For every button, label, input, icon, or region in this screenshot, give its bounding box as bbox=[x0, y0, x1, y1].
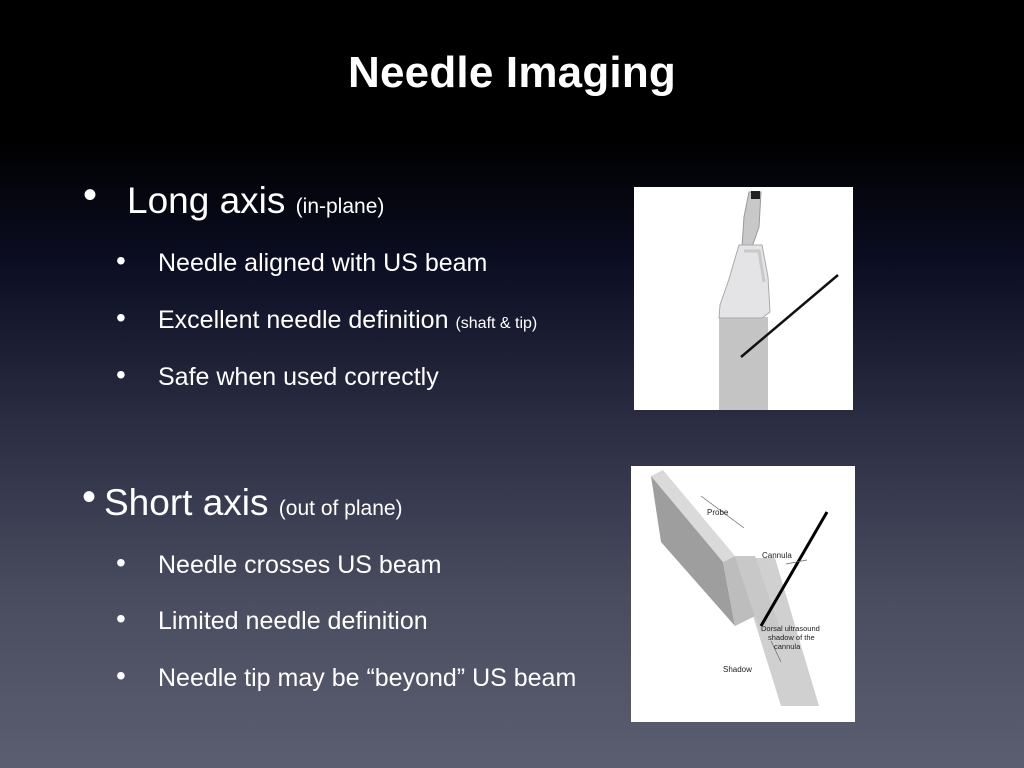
bullet-text: Safe when used correctly bbox=[158, 363, 439, 391]
dorsal-shadow-label-1: Dorsal ultrasound bbox=[761, 624, 820, 633]
long-axis-label: Long axis bbox=[127, 180, 286, 221]
bullet-icon: • bbox=[82, 475, 97, 519]
bullet-icon: • bbox=[83, 173, 98, 217]
long-axis-paren: (in-plane) bbox=[295, 195, 385, 218]
probe-needle-illustration bbox=[634, 187, 853, 410]
dorsal-shadow-label-2: shadow of the bbox=[768, 633, 815, 642]
bullet-icon: • bbox=[116, 302, 126, 333]
bullet-icon: • bbox=[116, 359, 126, 390]
bullet-text: Needle aligned with US beam bbox=[158, 249, 488, 277]
short-axis-diagram-image bbox=[631, 466, 855, 722]
probe-body bbox=[719, 245, 770, 318]
short-axis-bullet-3 bbox=[116, 660, 577, 693]
bullet-icon: • bbox=[116, 603, 126, 634]
bullet-text: Excellent needle definition bbox=[158, 306, 449, 334]
short-axis-bullet-1 bbox=[116, 547, 442, 580]
probe-cable bbox=[742, 192, 761, 247]
long-axis-heading bbox=[83, 173, 385, 222]
shadow-label: Shadow bbox=[723, 665, 752, 674]
bullet-icon: • bbox=[116, 245, 126, 276]
bullet-text: Limited needle definition bbox=[158, 607, 428, 635]
long-axis-probe-image bbox=[634, 187, 853, 410]
bullet-paren: (shaft & tip) bbox=[455, 315, 538, 332]
short-axis-label: Short axis bbox=[104, 482, 269, 523]
long-axis-bullet-2 bbox=[116, 302, 538, 335]
short-axis-heading bbox=[82, 475, 403, 524]
slide-title: Needle Imaging bbox=[348, 48, 676, 97]
probe-cable-end bbox=[751, 191, 760, 199]
long-axis-bullet-1 bbox=[116, 245, 488, 278]
bullet-text: Needle crosses US beam bbox=[158, 551, 442, 579]
ultrasound-beam bbox=[719, 317, 768, 410]
short-axis-paren: (out of plane) bbox=[278, 497, 403, 520]
cannula-label: Cannula bbox=[762, 551, 792, 560]
probe-label: Probe bbox=[707, 508, 729, 517]
bullet-icon: • bbox=[116, 547, 126, 578]
short-axis-bullet-2 bbox=[116, 603, 428, 636]
long-axis-bullet-3 bbox=[116, 359, 439, 392]
bullet-icon: • bbox=[116, 660, 126, 691]
dorsal-shadow-label-3: cannula bbox=[774, 642, 801, 651]
bullet-text: Needle tip may be “beyond” US beam bbox=[158, 664, 577, 692]
short-axis-diagram bbox=[631, 466, 855, 722]
